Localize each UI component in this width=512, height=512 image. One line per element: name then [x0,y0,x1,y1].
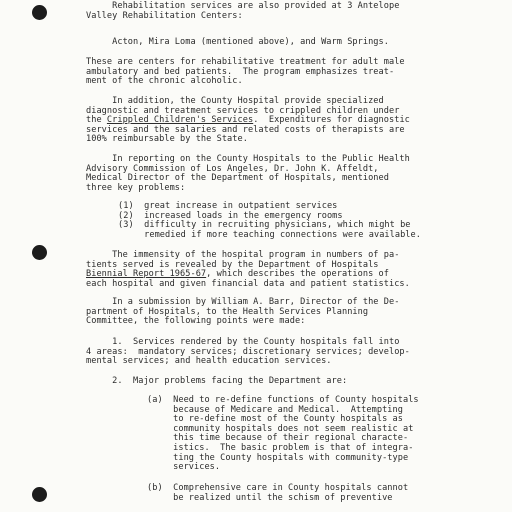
rehab-centers-description: These are centers for rehabilitative treatment for adult male ambulatory and bed patients. The program emphasizes treat- ment of the chronic alcoholic. [86,57,405,87]
point-1-services: 1. Services rendered by the County hospitals fall into 4 areas: mandatory services; discretionary services; develop- mental services; and health education services. [86,337,410,367]
paragraph-text: The immensity of the hospital program in numbers of pa- tients served is revealed by the Department of Hospitals [86,250,400,270]
binder-hole-bottom [32,487,47,502]
subpoint-a: (a) Need to re-define functions of County hospitals because of Medicare and Medical. Attempting to re-define most of the County hospitals as community hospitals does not seem realistic at this time because of their regional characte- istics. The basic problem is that of integra- ting the County hospitals with community-type services. [147,395,419,473]
binder-hole-top [32,5,47,20]
paragraph-text: , which describes the operations of each hospital and given financial data and patient statistics. [86,269,410,289]
binder-hole-middle [32,245,47,260]
rehab-centers-list: Acton, Mira Loma (mentioned above), and Warm Springs. [86,37,389,47]
biennial-report-paragraph [86,251,410,289]
subpoint-b: (b) Comprehensive care in County hospitals cannot be realized until the schism of preventive [147,483,409,503]
point-2-problems: 2. Major problems facing the Department are: [86,376,348,386]
crippled-children-paragraph [86,97,410,145]
rehab-centers-intro: Rehabilitation services are also provided at 3 Antelope Valley Rehabilitation Centers: [86,1,400,21]
paragraph-text: . Expenditures for diagnostic services and the salaries and related costs of therapists are 100% reimbursable by the State. [86,115,410,145]
affeldt-report-paragraph: In reporting on the County Hospitals to the Public Health Advisory Commission of Los Angeles, Dr. John K. Affeldt, Medical Director of the Department of Hospitals, mentioned three key problems: [86,154,410,193]
underlined-report-title: Biennial Report 1965-67 [86,269,207,280]
paragraph-text: In addition, the County Hospital provide specialized diagnostic and treatment services to crippled children under the [86,96,400,126]
key-problems-list: (1) great increase in outpatient services (2) increased loads in the emergency rooms (3) difficulty in recruiting physicians, which might be remedied if more teaching connections were available. [118,201,421,240]
barr-submission-paragraph: In a submission by William A. Barr, Director of the De- partment of Hospitals, to the Health Services Planning Committee, the following points were made: [86,297,400,327]
underlined-program-name: Crippled Children's Services [106,115,254,126]
